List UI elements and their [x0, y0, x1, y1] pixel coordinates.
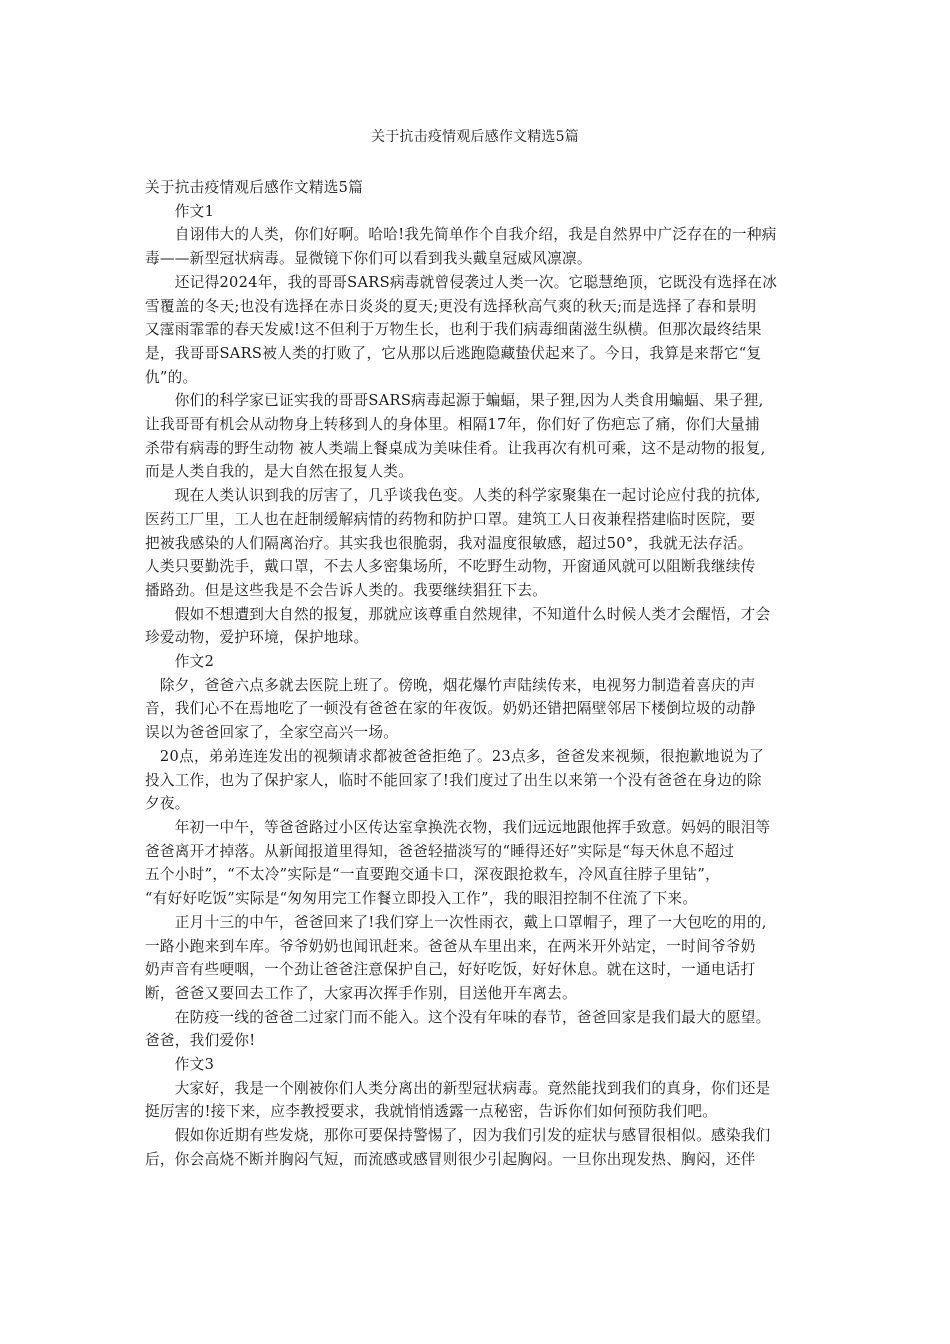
- text-line: 人类只要勤洗手，戴口罩，不去人多密集场所，不吃野生动物，开窗通风就可以阻断我继续传: [145, 558, 756, 576]
- text-line: 20点，弟弟连连发出的视频请求都被爸爸拒绝了。23点多，爸爸发来视频，很抱歉地说为了: [145, 747, 765, 765]
- text-line: 作文3: [145, 1056, 215, 1074]
- text-line: 现在人类认识到我的厉害了，几乎谈我色变。人类的科学家聚集在一起讨论应付我的抗体,: [145, 487, 761, 505]
- text-line: 断，爸爸又要回去工作了，大家再次挥手作别，目送他开车离去。: [145, 984, 577, 1002]
- text-line: 奶声音有些哽咽，一个劲让爸爸注意保护自己，好好吃饭，好好休息。就在这时，一通电话打: [145, 961, 756, 979]
- text-line: 正月十三的中午，爸爸回来了!我们穿上一次性雨衣，戴上口罩帽子，理了一大包吃的用的,: [145, 913, 767, 931]
- text-line: 把被我感染的人们隔离治疗。其实我也很脆弱，我对温度很敏感，超过50°，我就无法存活。: [145, 534, 753, 552]
- text-line: 大家好，我是一个刚被你们人类分离出的新型冠状病毒。竟然能找到我们的真身，你们还是: [145, 1079, 771, 1097]
- text-line: 让我哥哥有机会从动物身上转移到人的身体里。相隔17年，你们好了伤疤忘了痛，你们大量捕: [145, 416, 760, 434]
- document-title: 关于抗击疫情观后感作文精选5篇: [371, 129, 579, 145]
- text-line: 一路小跑来到车库。爷爷奶奶也闻讯赶来。爸爸从车里出来，在两米开外站定，一时间爷爷奶: [145, 937, 756, 955]
- text-line: 音，我们心不在焉地吃了一顿没有爸爸在家的年夜饭。奶奶还错把隔壁邻居下楼倒垃圾的动静: [145, 700, 756, 718]
- text-line: 关于抗击疫情观后感作文精选5篇: [145, 179, 364, 196]
- text-line: 夕夜。: [145, 795, 190, 813]
- text-line: 爸爸，我们爱你!: [145, 1032, 256, 1050]
- text-line: 假如你近期有些发烧，那你可要保持警惕了，因为我们引发的症状与感冒很相似。感染我们: [145, 1127, 771, 1145]
- text-line: 是，我哥哥SARS被人类的打败了，它从那以后逃跑隐藏蛰伏起来了。今日，我算是来帮它“复: [145, 344, 762, 362]
- text-line: 假如不想遭到大自然的报复，那就应该尊重自然规律，不知道什么时候人类才会醒悟，才会: [145, 605, 771, 623]
- text-line: 雪覆盖的冬天;也没有选择在赤日炎炎的夏天;更没有选择秋高气爽的秋天;而是选择了春和景明: [145, 297, 757, 315]
- text-line: 还记得2024年，我的哥哥SARS病毒就曾侵袭过人类一次。它聪慧绝顶，它既没有选择在冰: [145, 273, 778, 291]
- text-line: 播路劲。但是这些我是不会告诉人类的。我要继续猖狂下去。: [145, 581, 548, 599]
- text-line: 投入工作，也为了保护家人，临时不能回家了!我们度过了出生以来第一个没有爸爸在身边的除: [145, 771, 762, 789]
- text-line: 自诩伟大的人类，你们好啊。哈哈!我先简单作个自我介绍，我是自然界中广泛存在的一种病: [145, 226, 777, 244]
- text-line: 杀带有病毒的野生动物 被人类端上餐桌成为美味佳肴。让我再次有机可乘，这不是动物的报复,: [145, 439, 766, 457]
- text-line: 医药工厂里，工人也在赶制缓解病情的药物和防护口罩。建筑工人日夜兼程搭建临时医院，要: [145, 510, 756, 528]
- text-line: 而是人类自我的，是大自然在报复人类。: [145, 463, 414, 481]
- text-line: 五个小时”，“不太冷”实际是“一直要跑交通卡口，深夜跟抢救车，冷风直往脖子里钻”，: [145, 866, 720, 884]
- text-line: 仇”的。: [145, 368, 198, 386]
- text-line: 爸爸离开才掉落。从新闻报道里得知，爸爸轻描淡写的“睡得还好”实际是“每天休息不超过: [145, 842, 735, 860]
- text-line: 你们的科学家已证实我的哥哥SARS病毒起源于蝙蝠，果子狸,因为人类食用蝙蝠、果子狸,: [145, 392, 764, 410]
- text-line: 又霪雨霏霏的春天发威!这不但利于万物生长，也利于我们病毒细菌滋生纵横。但那次最终结果: [145, 321, 762, 339]
- document-body: [145, 176, 815, 1172]
- text-line: “有好好吃饭”实际是“匆匆用完工作餐立即投入工作”，我的眼泪控制不住流了下来。: [145, 890, 698, 908]
- text-line: 毒——新型冠状病毒。显微镜下你们可以看到我头戴皇冠威风凛凛。: [145, 250, 592, 268]
- text-line: 年初一中午，等爸爸路过小区传达室拿换洗衣物，我们远远地跟他挥手致意。妈妈的眼泪等: [145, 818, 771, 836]
- text-line: 在防疫一线的爸爸二过家门而不能入。这个没有年味的春节，爸爸回家是我们最大的愿望。: [145, 1008, 771, 1026]
- text-line: 作文2: [145, 653, 215, 671]
- text-line: 珍爱动物，爱护环境，保护地球。: [145, 629, 369, 647]
- text-line: 误以为爸爸回家了，全家空高兴一场。: [145, 724, 399, 742]
- text-line: 挺厉害的!接下来，应李教授要求，我就悄悄透露一点秘密，告诉你们如何预防我们吧。: [145, 1103, 718, 1121]
- text-line: 作文1: [145, 202, 215, 220]
- text-line: 除夕，爸爸六点多就去医院上班了。傍晚，烟花爆竹声陆续传来，电视努力制造着喜庆的声: [145, 676, 756, 694]
- text-line: 后，你会高烧不断并胸闷气短，而流感或感冒则很少引起胸闷。一旦你出现发热、胸闷，还伴: [145, 1150, 756, 1168]
